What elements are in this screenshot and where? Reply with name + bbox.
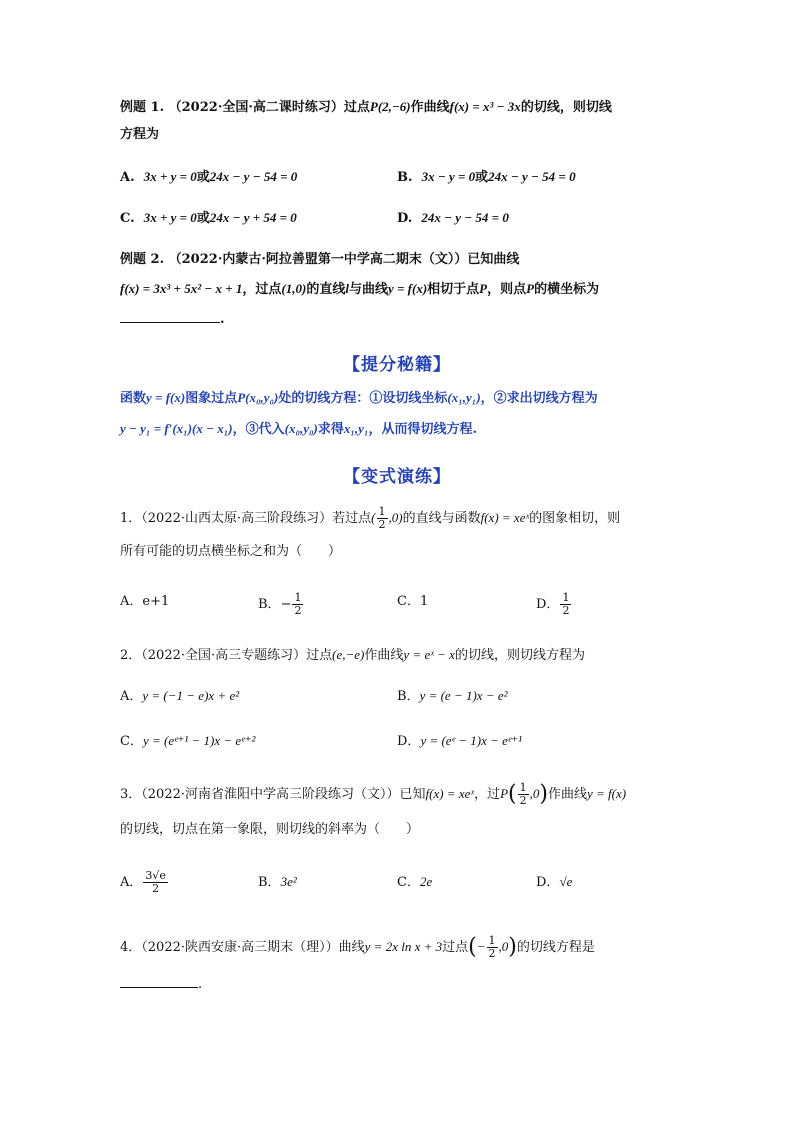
practice-heading: 【变式演练】 [343,467,451,487]
q3-option-b[interactable]: B．3e² [258,874,297,890]
q4-question: 4．（2022·陕西安康·高三期末（理））曲线y = 2x ln x + 3过点(− $\frac{1}{2}$ ,0)的切线方程是 [120,934,595,960]
q1-option-a[interactable]: A．e+1 [120,594,170,609]
example2-label: 例题 2. [120,252,165,267]
example2-question: 例题 2. （2022·内蒙古·阿拉善盟第一中学高二期末（文））已知曲线 [120,252,520,267]
example1-option-d[interactable]: D. 24x − y − 54 = 0 [397,210,509,226]
example1-option-a[interactable]: A. 3x + y = 0或24x − y − 54 = 0 [120,169,298,185]
q2-function: y = eˣ − x [403,647,455,662]
q2-option-c[interactable]: C．y = (eᵉ⁺¹ − 1)x − eᵉ⁺² [120,733,256,749]
q1-question-cont: 所有可能的切点横坐标之和为（ ） [120,544,342,559]
example1-source: （2022·全国·高二课时练习） [168,100,344,115]
example1-label: 例题 1. [120,100,165,115]
q2-option-b[interactable]: B．y = (e − 1)x − e² [397,688,508,704]
q2-question: 2．（2022·全国·高三专题练习）过点(e,−e)作曲线y = eˣ − x的切线，则切线方程为 [120,647,585,663]
example2-question-cont: f(x) = 3x³ + 5x² − x + 1，过点(1,0)的直线l与曲线y = f(x)相切于点P，则点P的横坐标为 [120,281,600,297]
example2-answer-blank[interactable]: . [120,310,225,330]
example1-point: P(2,−6) [369,99,411,114]
tips-line-1: 函数y = f(x)图象过点P(x₀,y₀)处的切线方程：①设切线坐标(x₁,y₁)，②求出切线方程为 [120,390,598,406]
example1-option-b[interactable]: B. 3x − y = 0或24x − y − 54 = 0 [397,169,576,185]
example2-source: （2022·内蒙古·阿拉善盟第一中学高二期末（文）） [168,252,468,267]
q1-option-c[interactable]: C．1 [397,594,429,609]
q4-function: y = 2x ln x + 3 [364,939,443,954]
q1-option-d[interactable]: D． $\frac{1}{2}$ [536,591,570,617]
example2-function: f(x) = 3x³ + 5x² − x + 1 [120,281,243,296]
example1-question: 例题 1. （2022·全国·高二课时练习）过点P(2,−6)作曲线f(x) = x³ − 3x的切线，则切线 [120,99,612,115]
tips-line-2: y − y₁ = f′(x₁)(x − x₁)，③代入(x₀,y₀)求得x₁,y₁，从而得切线方程. [120,421,478,437]
example1-function: f(x) = x³ − 3x [449,99,521,114]
q3-option-a[interactable]: A． $\frac{3√e}{2}$ [120,869,166,895]
q1-question: 1．（2022·山西太原·高三阶段练习）若过点( $\frac{1}{2}$ ,0)的直线与函数f(x) = xeˣ的图象相切，则 [120,505,621,531]
q3-option-c[interactable]: C．2e [397,874,433,890]
q2-option-a[interactable]: A．y = (−1 − e)x + e² [120,688,240,704]
example1-option-c[interactable]: C. 3x + y = 0或24x − y + 54 = 0 [120,210,297,226]
q2-option-d[interactable]: D．y = (eᵉ − 1)x − eᵉ⁺¹ [397,733,523,749]
q1-function: f(x) = xeˣ [480,510,530,525]
q3-option-d[interactable]: D．√e [536,874,573,890]
q3-question: 3．（2022·河南省淮阳中学高三阶段练习（文））已知f(x) = xeˣ，过P( $\frac{1}{2}$ ,0)作曲线y = f(x) [120,781,627,807]
tips-heading: 【提分秘籍】 [343,355,451,375]
example1-question-cont: 方程为 [120,127,160,142]
q4-answer-blank[interactable]: . [120,975,202,995]
q3-function: f(x) = xeˣ [425,786,475,801]
q1-option-b[interactable]: B．− $\frac{1}{2}$ [258,591,302,617]
q3-question-cont: 的切线，切点在第一象限，则切线的斜率为（ ） [120,822,420,837]
